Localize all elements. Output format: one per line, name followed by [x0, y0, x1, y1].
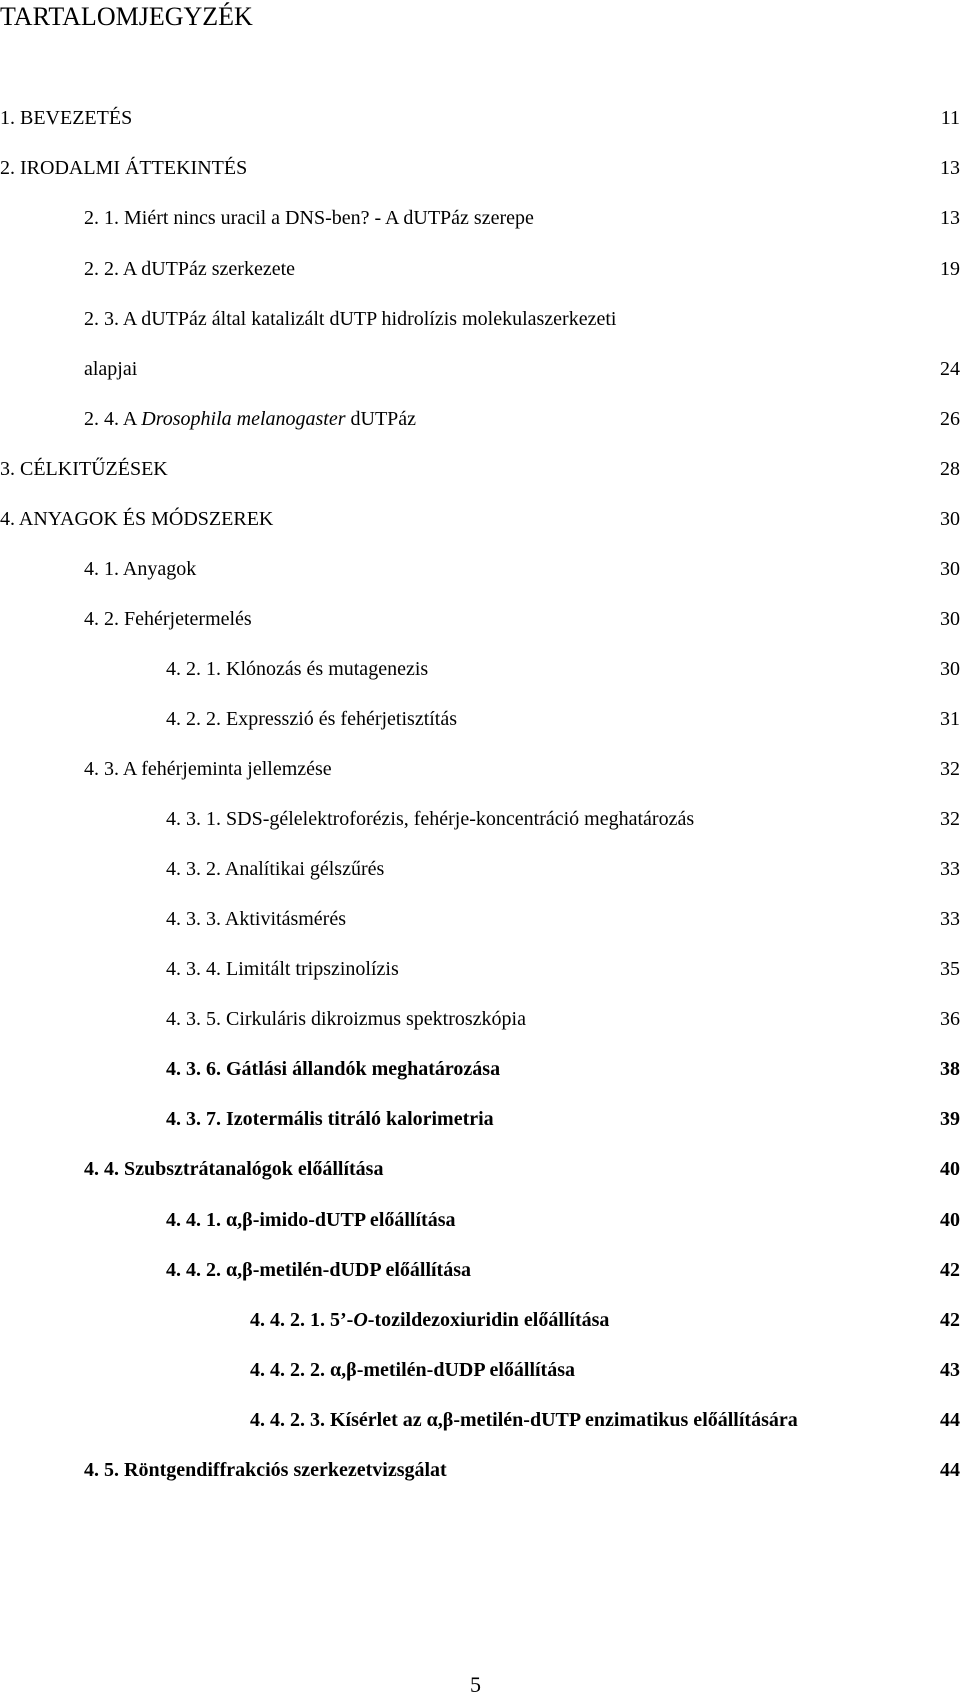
toc-entry	[0, 304, 960, 334]
toc-entry	[0, 1405, 960, 1435]
toc-entry-page: 38	[940, 1058, 960, 1080]
toc-entry-page: 32	[940, 808, 960, 830]
toc-entry	[0, 704, 960, 734]
toc-entry-text: 4. 1. Anyagok	[84, 558, 197, 580]
toc-entry-page: 30	[940, 508, 960, 530]
toc-entry	[0, 1355, 960, 1385]
toc-entry	[0, 554, 960, 584]
toc-entry	[0, 153, 960, 183]
toc-entry-text: 4. 3. 2. Analítikai gélszűrés	[166, 858, 385, 880]
toc-entry-text: 4. 4. 2. 2. α,β-metilén-dUDP előállítása	[250, 1359, 575, 1381]
page-number: 5	[470, 1672, 481, 1697]
toc-entry	[0, 1104, 960, 1134]
toc-entry	[0, 804, 960, 834]
toc-entry-page: 30	[940, 608, 960, 630]
toc-entry	[0, 604, 960, 634]
toc-entry-page: 31	[940, 708, 960, 730]
toc-title: TARTALOMJEGYZÉK	[0, 2, 253, 31]
toc-entry-page: 35	[940, 958, 960, 980]
toc-entry-page: 13	[940, 157, 960, 179]
toc-entry-text	[84, 404, 416, 434]
toc-entry-page: 36	[940, 1008, 960, 1030]
toc-entry	[0, 654, 960, 684]
toc-entry-text: 4. ANYAGOK ÉS MÓDSZEREK	[0, 508, 274, 530]
toc-entry	[0, 454, 960, 484]
toc-entry-text: 4. 3. 1. SDS-gélelektroforézis, fehérje-koncentráció meghatározás	[166, 808, 695, 830]
toc-entry	[0, 954, 960, 984]
italic-atom: O	[353, 1309, 368, 1331]
toc-entry-text: 4. 2. Fehérjetermelés	[84, 608, 252, 630]
toc-entry-page: 26	[940, 408, 960, 430]
toc-entry-text: alapjai	[84, 358, 138, 380]
toc-entry-text: 3. CÉLKITŰZÉSEK	[0, 458, 168, 480]
toc-entry-text: 4. 4. 2. α,β-metilén-dUDP előállítása	[166, 1259, 471, 1281]
toc-entry	[0, 354, 960, 384]
toc-entry-text: 2. 3. A dUTPáz által katalizált dUTP hidrolízis molekulaszerkezeti	[84, 308, 617, 330]
toc-entry-page: 44	[940, 1409, 960, 1431]
toc-entry-text: 4. 4. 1. α,β-imido-dUTP előállítása	[166, 1209, 456, 1231]
toc-entry-text	[250, 1305, 609, 1335]
toc-entry-page: 24	[940, 358, 960, 380]
toc-entry	[0, 203, 960, 233]
toc-entry	[0, 1054, 960, 1084]
toc-entry-page: 32	[940, 758, 960, 780]
toc-entry	[0, 1004, 960, 1034]
toc-entry-text: 4. 3. 3. Aktivitásmérés	[166, 908, 346, 930]
toc-entry-page: 40	[940, 1158, 960, 1180]
toc-entry-text: 4. 3. 6. Gátlási állandók meghatározása	[166, 1058, 501, 1080]
toc-entry-page: 44	[940, 1459, 960, 1481]
toc-entry-text: 4. 2. 1. Klónozás és mutagenezis	[166, 658, 429, 680]
toc-entry-text-suffix: dUTPáz	[345, 408, 417, 430]
toc-entry	[0, 1205, 960, 1235]
toc-entry-text: 4. 4. 2. 3. Kísérlet az α,β-metilén-dUTP enzimatikus előállítására	[250, 1409, 798, 1431]
toc-entry-text: 4. 3. 5. Cirkuláris dikroizmus spektroszkópia	[166, 1008, 526, 1030]
toc-entry	[0, 904, 960, 934]
toc-entry-page: 28	[940, 458, 960, 480]
toc-entry-page: 13	[940, 207, 960, 229]
toc-entry-text: 4. 3. A fehérjeminta jellemzése	[84, 758, 332, 780]
toc-entry-text: 2. IRODALMI ÁTTEKINTÉS	[0, 157, 248, 179]
toc-entry-page: 42	[940, 1309, 960, 1331]
toc-entry-page: 11	[940, 107, 960, 129]
toc-entry-page: 42	[940, 1259, 960, 1281]
toc-entry	[0, 1154, 960, 1184]
toc-entry-text: 2. 2. A dUTPáz szerkezete	[84, 258, 296, 280]
toc-entry	[0, 404, 960, 434]
toc-entry-text: 4. 3. 4. Limitált tripszinolízis	[166, 958, 399, 980]
toc-entry-page: 39	[940, 1108, 960, 1130]
toc-entry-page: 30	[940, 558, 960, 580]
toc-entry-page: 30	[940, 658, 960, 680]
toc-entry	[0, 1255, 960, 1285]
toc-entry-page: 43	[940, 1359, 960, 1381]
toc-entry	[0, 1305, 960, 1335]
toc-entry	[0, 854, 960, 884]
toc-entry-text: 2. 1. Miért nincs uracil a DNS-ben? - A dUTPáz szerepe	[84, 207, 534, 229]
toc-entry	[0, 254, 960, 284]
toc-entry-text-prefix: 2. 4. A	[84, 408, 142, 430]
toc-entry-page: 33	[940, 858, 960, 880]
toc-entry-text: 4. 4. Szubsztrátanalógok előállítása	[84, 1158, 384, 1180]
toc-entry-text: 4. 3. 7. Izotermális titráló kalorimetria	[166, 1108, 494, 1130]
toc-entry	[0, 504, 960, 534]
toc-entry-page: 33	[940, 908, 960, 930]
toc-entry-text-prefix: 4. 4. 2. 1. 5’-	[250, 1309, 354, 1331]
species-name: Drosophila melanogaster	[141, 408, 346, 430]
toc-entry-page: 19	[940, 258, 960, 280]
toc-entry-text: 1. BEVEZETÉS	[0, 107, 133, 129]
toc-entry-text-suffix: -tozildezoxiuridin előállítása	[367, 1309, 610, 1331]
toc-entry	[0, 1455, 960, 1485]
toc-entry-page: 40	[940, 1209, 960, 1231]
toc-entry	[0, 103, 960, 133]
toc-entry-text: 4. 5. Röntgendiffrakciós szerkezetvizsgálat	[84, 1459, 447, 1481]
toc-entry	[0, 754, 960, 784]
toc-entry-text: 4. 2. 2. Expresszió és fehérjetisztítás	[166, 708, 458, 730]
